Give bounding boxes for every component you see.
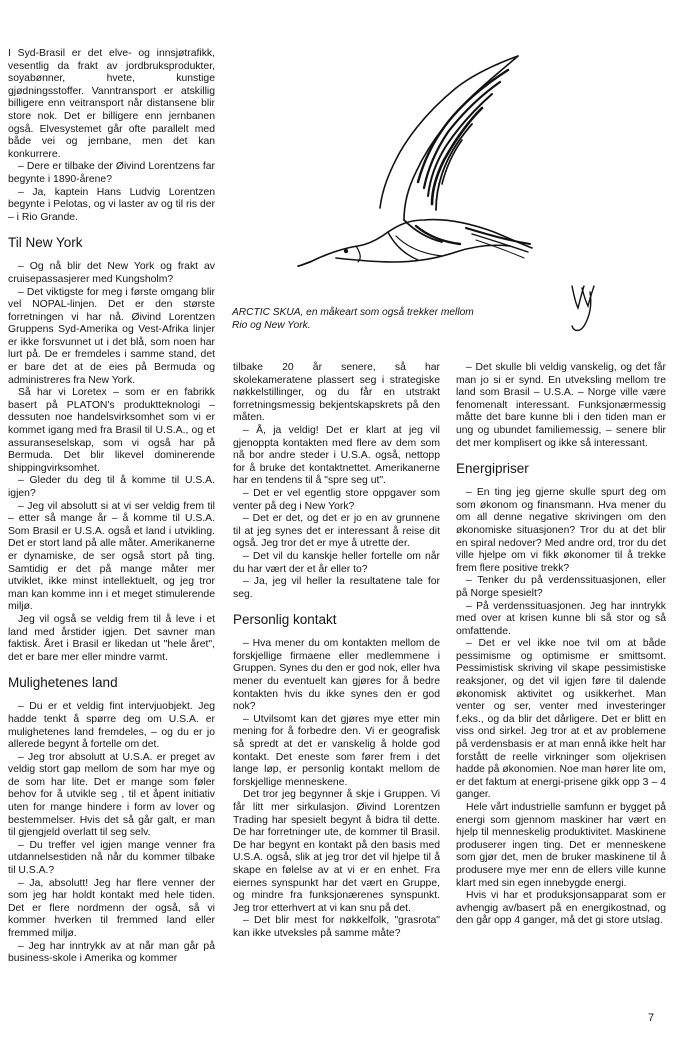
paragraph: – Utvilsomt kan det gjøres mye etter min mening for å forbedre den. Vi er geografisk så spredt at det er vanskelig å holde god kontakt. Det eneste som fører frem i det lange løp, er personlig kontakt mellom de forskjellige menneskene.	[233, 713, 440, 788]
paragraph: – Jeg tror absolutt at U.S.A. er preget av veldig stort gap mellom de som har mye og de som har lite. Det er mange som føler behov for å utvikle seg , til et åpent initiativ uten for mange hindere i form av lover og bestemmelser. Hvis det så går galt, er man til gjengjeld overlatt til seg selv.	[8, 751, 215, 839]
article-column-2	[233, 362, 440, 941]
arctic-skua-illustration	[296, 48, 534, 278]
image-caption: ARCTIC SKUA, en måkeart som også trekker mellom Rio og New York.	[232, 307, 474, 331]
page-number: 7	[648, 1012, 655, 1024]
paragraph: – Hva mener du om kontakten mellom de forskjellige firmaene eller medlemmene i Gruppen. Synes du den er god nok, eller hva mener du eventuelt kan gjøres for å bedre kontakten hvis du ikke synes den er god nok?	[233, 638, 440, 713]
article-column-3	[456, 362, 666, 928]
article-column-1	[8, 48, 215, 966]
paragraph: – Ja, absolutt! Jeg har flere venner der som jeg har holdt kontakt med hele tiden. Det er flere nordmenn der også, så vi kommer hverken til fremmed land eller fremmed miljø.	[8, 877, 215, 939]
paragraph: – Det er vel egentlig store oppgaver som venter på deg i New York?	[233, 487, 440, 512]
paragraph: – Dere er tilbake der Øivind Lorentzens far begynte i 1890-årene?	[8, 161, 215, 185]
paragraph: – På verdenssituasjonen. Jeg har inntrykk med over at krisen kunne bli så stor og så omfattende.	[456, 600, 666, 637]
paragraph: Hele vårt industrielle samfunn er bygget på energi som gjennom maskiner har vært en hjelp til menneskelig produktivitet. Maskinene produserer ingen ting. Det er menneskene som gjør det, men de bruker maskinene til å produsere mye mer enn de ellers ville kunne klart med sin egen innebygde energi.	[456, 802, 666, 889]
paragraph: Det tror jeg begynner å skje i Gruppen. Vi får litt mer sirkulasjon. Øivind Lorentzen Trading har spesielt begynt å bidra til dette. De har forretninger ute, de kommer til Brasil. De har begynt en kontakt på den basis med U.S.A. også, slik at jeg tror det vil hjelpe til å skape en følelse av at vi er en enhet. Fra eiernes synspunkt har det vært en Gruppe, og mindre fra funksjonærenes synspunkt. Jeg tror etterhvert at vi kan snu på det.	[233, 789, 440, 914]
paragraph: Hvis vi har et produksjonsapparat som er avhengig av/basert på en energikostnad, og den går opp 4 ganger, må det gi store utslag.	[456, 890, 666, 927]
paragraph: – Det er vel ikke noe tvil om at både pessimisme og optimisme er smittsomt. Pessimistisk skriving vil skape pessimistiske reaksjoner, og det vil igjen føre til dalende økonomisk aktivitet og usikkerhet. Man venter og ser, venter med investeringer f.eks., og da blir det dårligere. Det er blitt en viss ond sirkel. Jeg tror at et av problemene på verdensbasis er at man ennå ikke helt har forstått de reelle virkninger som oljekrisen hadde på økonomien. Noe man hører lite om, er det faktum at energi-prisene gikk opp 3 – 4 ganger.	[456, 638, 666, 801]
section-heading-til-new-york: Til New York	[8, 235, 83, 251]
paragraph: – Ja, jeg vil heller la resultatene tale for seg.	[233, 576, 440, 600]
paragraph: – Det skulle bli veldig vanskelig, og det får man jo si er synd. En utveksling mellom tre land som Brasil – U.S.A. – Norge ville være fenomenalt interessant. Funksjonærmessig måtte det bare kunne bli i den tiden man er ung og ubundet familiemessig, – senere blir det mer komplisert og ikke så interessant.	[456, 362, 666, 449]
paragraph: – Det blir mest for nøkkelfolk, "grasrota" kan ikke utveksles på samme måte?	[233, 915, 440, 939]
paragraph: – Det viktigste for meg i første omgang blir vel NOPAL-linjen. Det er den største forretningen vi har nå. Øivind Lorentzen Gruppens Syd-Amerika og Vest-Afrika linjer er ikke forsvunnet ut i det blå, som noen har lurt på. De er fremdeles i samme stand, det er bare det at de eies på Bermuda og administreres fra New York.	[8, 286, 215, 386]
paragraph: – En ting jeg gjerne skulle spurt deg om som økonom og finansmann. Hva mener du om all denne negative skrivingen om den økonomiske situasjonen? Tror du at det blir en spiral nedover? Med andre ord, tror du det ville hjelpe om vi fikk økonomer til å trekke frem flere positive trekk?	[456, 487, 666, 574]
paragraph: – Å, ja veldig! Det er klart at jeg vil gjenoppta kontakten med flere av dem som nå bor andre steder i U.S.A. også, nettopp for å bruke det kontaktnettet. Amerikanerne har en tendens til å "spre seg ut".	[233, 424, 440, 487]
paragraph: – Jeg vil absolutt si at vi ser veldig frem til – etter så mange år – å komme til U.S.A. Som Brasil er U.S.A. også et land i utvikling. Det er stort land på alle måter. Amerikanerne er dynamiske, de ser også stort på ting. Samtidig er det på mange måter mer utviklet, ikke minst intellektuelt, og jeg tror man kan komme inn i et meget stimulerende miljø.	[8, 500, 215, 613]
paragraph: Jeg vil også se veldig frem til å leve i et land med årstider igjen. Det savner man faktisk. Året i Brasil er likedan ut "hele året", det er bare mer eller mindre varmt.	[8, 613, 215, 663]
paragraph: – Og nå blir det New York og frakt av cruisepassasjerer med Kungsholm?	[8, 261, 215, 285]
section-heading-energipriser: Energipriser	[456, 461, 529, 477]
paragraph: – Det vil du kanskje heller fortelle om når du har vært der et år eller to?	[233, 550, 440, 575]
paragraph: Så har vi Loretex – som er en fabrikk basert på PLATON's produktteknologi – dessuten noe handelsvirksomhet som vi er kommet igang med fra Brasil til U.S.A., og et assuranseselskap, som vi også har på Bermuda. Det blir likevel dominerende shippingvirksomhet.	[8, 387, 215, 474]
paragraph: – Det er det, og det er jo en av grunnene til at jeg synes det er interessant å reise dit også. Jeg tror det er mye å utrette der.	[233, 513, 440, 550]
paragraph: – Du treffer vel igjen mange venner fra utdannelsestiden nå når du kommer tilbake til U.S.A.?	[8, 839, 215, 877]
artist-signature	[566, 282, 600, 334]
paragraph: – Ja, kaptein Hans Ludvig Lorentzen begynte i Pelotas, og vi laster av og til ris der – i Rio Grande.	[8, 186, 215, 223]
section-heading-personlig-kontakt: Personlig kontakt	[233, 612, 337, 628]
paragraph: – Jeg har inntrykk av at når man går på business-skole i Amerika og kommer	[8, 940, 215, 965]
paragraph: – Tenker du på verdenssituasjonen, eller på Norge spesielt?	[456, 575, 666, 599]
section-heading-mulighetenes-land: Mulighetenes land	[8, 675, 118, 691]
paragraph: tilbake 20 år senere, så har skolekameratene plassert seg i strategiske nøkkelstillinger, og du får en utstrakt forretningsmessig bekjentskapskrets på den måten.	[233, 362, 440, 424]
paragraph: I Syd-Brasil er det elve- og innsjøtrafikk, vesentlig da frakt av jordbruksprodukter, soyabønner, hvete, kunstige gjødningsstoffer. Vanntransport er atskillig billigere enn veitransport når distansene blir store nok. Det er billigere enn jernbanen også. Elvesystemet går ofte parallelt med både vei og jernbane, men det kan konkurrere.	[8, 48, 215, 160]
paragraph: – Gleder du deg til å komme til U.S.A. igjen?	[8, 475, 215, 499]
paragraph: – Du er et veldig fint intervjuobjekt. Jeg hadde tenkt å spørre deg om U.S.A. er mulighetenes land fremdeles, – og du er jo allerede begynt å fortelle om det.	[8, 701, 215, 751]
